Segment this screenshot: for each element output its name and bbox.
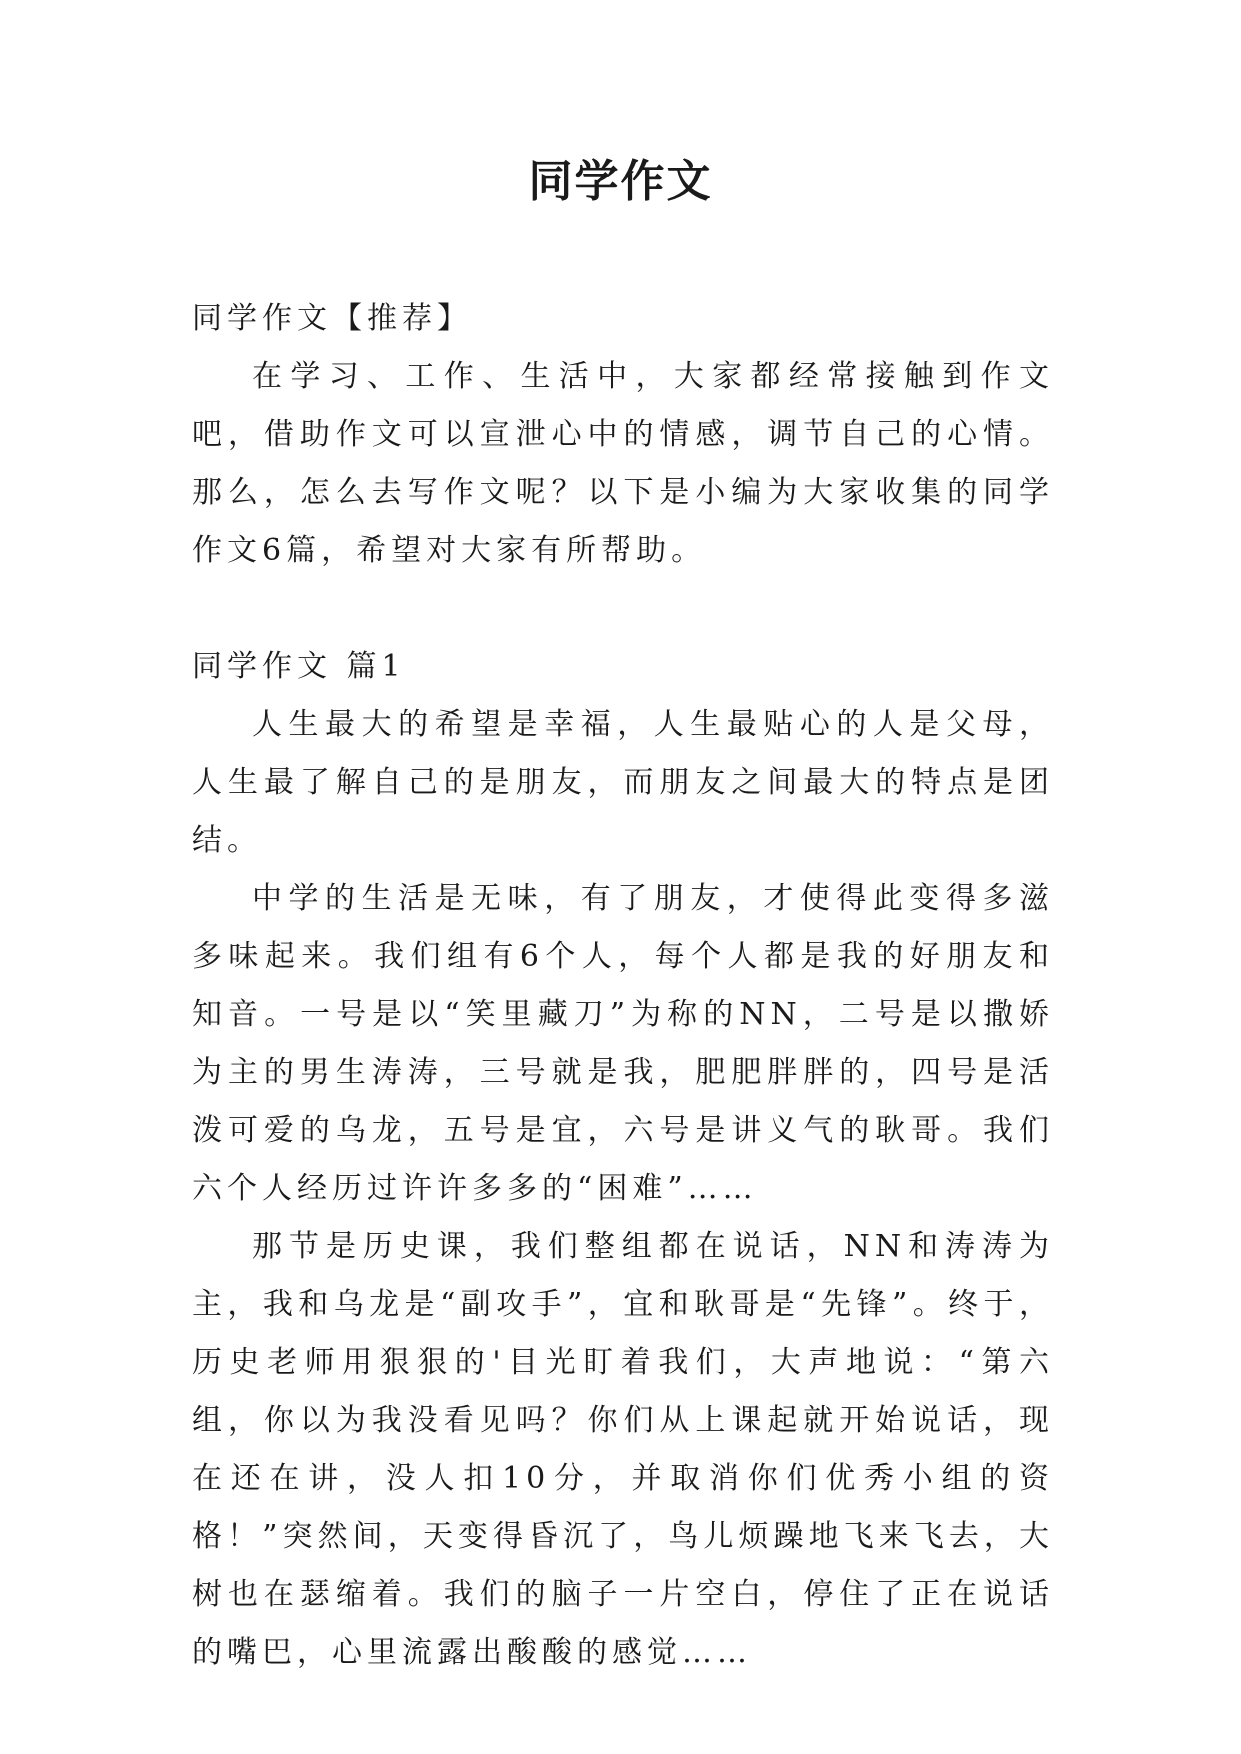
document-title: 同学作文 [528,156,713,207]
article-1-paragraph-1: 人生最大的希望是幸福，人生最贴心的人是父母，人生最了解自己的是朋友，而朋友之间最大的特点是团结。 [192,707,1054,858]
intro-heading: 同学作文【推荐】 [192,301,472,336]
article-1-heading: 同学作文 篇1 [192,649,406,684]
section-spacer [192,580,1054,638]
intro-paragraph: 在学习、工作、生活中，大家都经常接触到作文吧，借助作文可以宣泄心中的情感，调节自己的心情。那么，怎么去写作文呢？以下是小编为大家收集的同学作文6篇，希望对大家有所帮助。 [192,359,1054,568]
document-body [192,290,1054,1682]
article-1-paragraph-2: 中学的生活是无味，有了朋友，才使得此变得多滋多味起来。我们组有6个人，每个人都是我的好朋友和知音。一号是以“笑里藏刀”为称的NN，二号是以撒娇为主的男生涛涛，三号就是我，肥肥胖胖的，四号是活泼可爱的乌龙，五号是宜，六号是讲义气的耿哥。我们六个人经历过许许多多的“困难”…… [192,881,1054,1206]
article-1-paragraph-3: 那节是历史课，我们整组都在说话，NN和涛涛为主，我和乌龙是“副攻手”，宜和耿哥是“先锋”。终于，历史老师用狠狠的'目光盯着我们，大声地说：“第六组，你以为我没看见吗？你们从上课起就开始说话，现在还在讲，没人扣10分，并取消你们优秀小组的资格！”突然间，天变得昏沉了，鸟儿烦躁地飞来飞去，大树也在瑟缩着。我们的脑子一片空白，停住了正在说话的嘴巴，心里流露出酸酸的感觉…… [192,1229,1054,1670]
